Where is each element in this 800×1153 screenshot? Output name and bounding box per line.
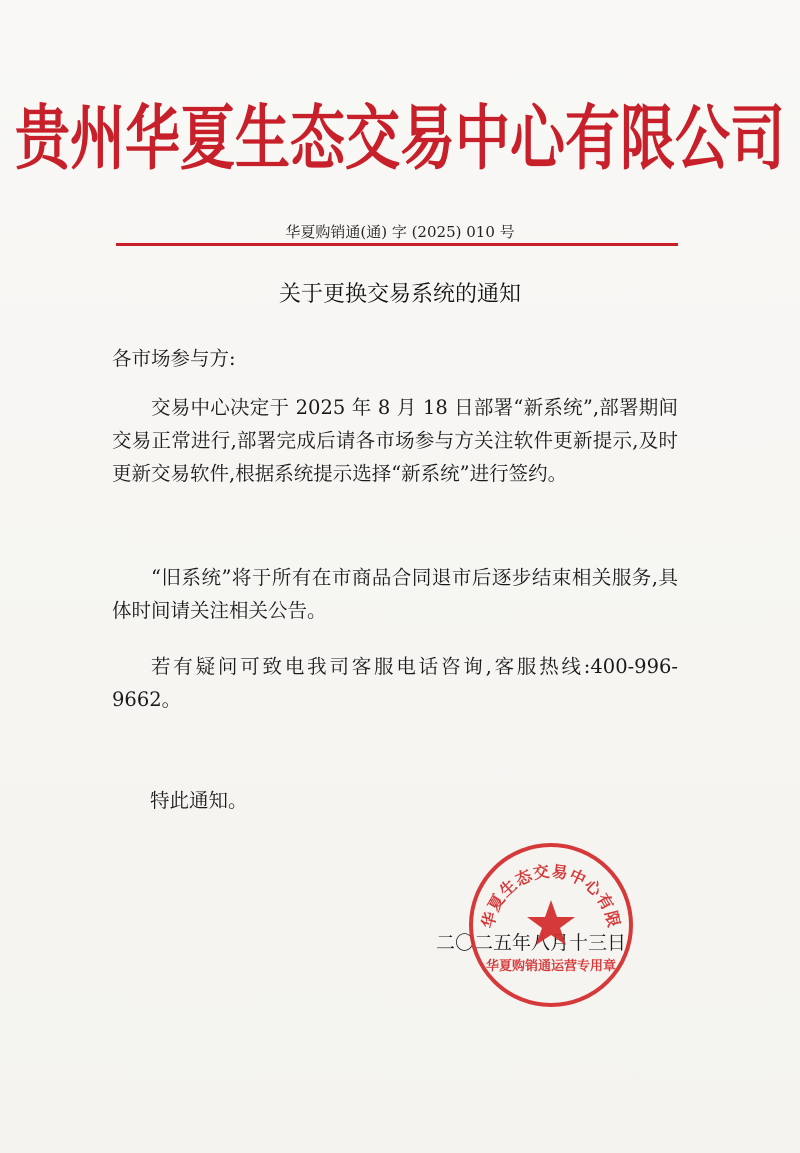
official-seal <box>466 840 636 1010</box>
seal-inner-text: 华夏购销通运营专用章 <box>485 959 617 974</box>
paragraph-1: 交易中心决定于 2025 年 8 月 18 日部署“新系统”,部署期间交易正常进行,部署完成后请各市场参与方关注软件更新提示,及时更新交易软件,根据系统提示选择“新系统”进行签约。 <box>112 396 678 485</box>
closing-text: 特此通知。 <box>150 789 248 812</box>
salutation: 各市场参与方: <box>112 347 236 370</box>
seal-outer-text: 华夏生态交易中心有限 <box>478 861 624 931</box>
document-number: 华夏购销通(通) 字 (2025) 010 号 <box>285 223 515 241</box>
paragraph-2: “旧系统”将于所有在市商品合同退市后逐步结束相关服务,具体时间请关注相关公告。 <box>112 566 678 622</box>
seal-star-icon <box>527 900 575 945</box>
notice-title: 关于更换交易系统的通知 <box>278 282 521 307</box>
letterhead-company-name: 贵州华夏生态交易中心有限公司 <box>14 97 785 180</box>
paragraph-3: 若有疑问可致电我司客服电话咨询,客服热线:400-996-9662。 <box>112 655 678 711</box>
svg-text:贵州华夏生态交易中心有限公司 <box>466 840 624 930</box>
issue-date: 二〇二五年八月十三日 <box>436 932 627 954</box>
red-divider-line <box>116 243 678 246</box>
seal-icon <box>466 840 636 1010</box>
